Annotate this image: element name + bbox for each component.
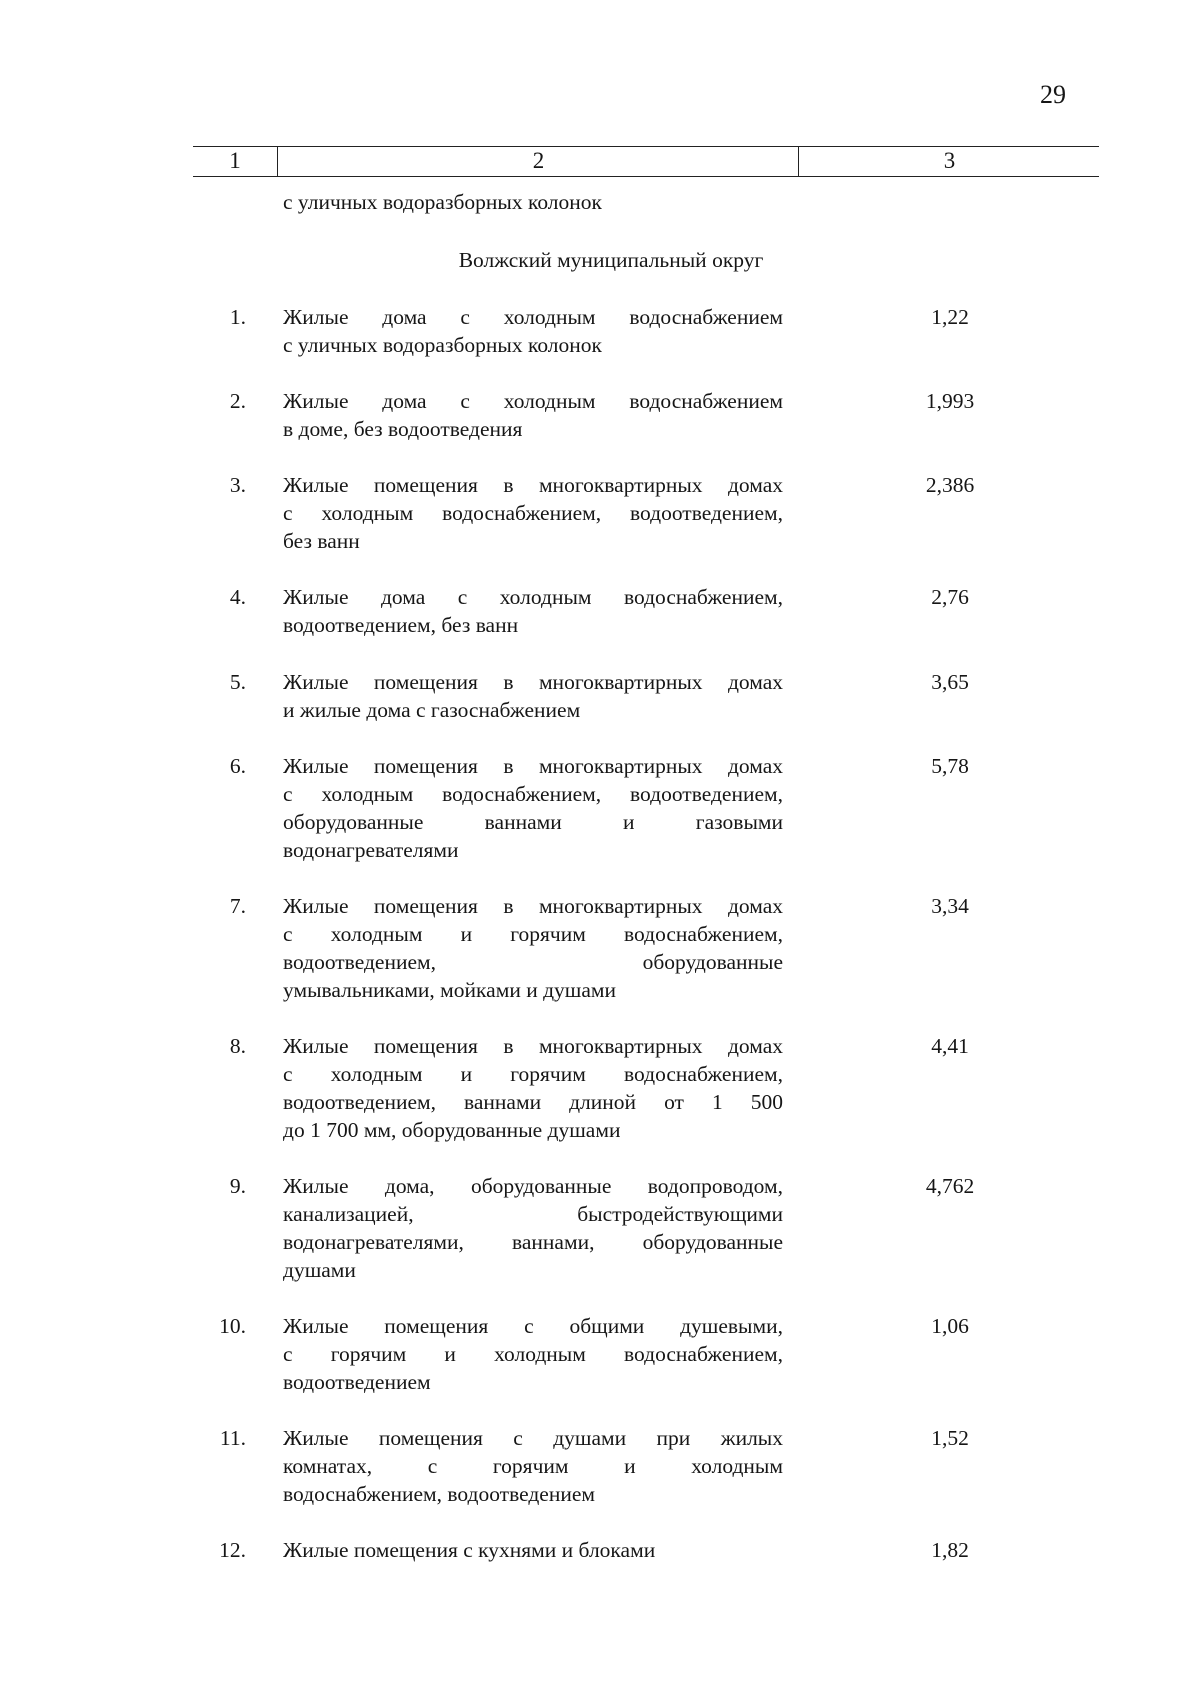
table-header-col3: 3 — [943, 148, 956, 173]
row-value: 1,82 — [931, 1538, 969, 1562]
row-value: 4,762 — [925, 1174, 975, 1198]
row-description-line: в доме, без водоотведения — [283, 417, 523, 441]
row-description-line: с горячим и холодным водоснабжением, — [283, 1342, 783, 1366]
table-header-top-rule — [193, 146, 1099, 147]
table-header-col1: 1 — [229, 148, 241, 173]
page-number: 29 — [1040, 80, 1066, 109]
row-number: 9. — [229, 1174, 246, 1198]
row-description-line: канализацией, быстродействующими — [283, 1202, 783, 1226]
row-description-line: Жилые дома с холодным водоснабжением — [283, 305, 783, 329]
row-description-line: Жилые помещения с общими душевыми, — [283, 1314, 783, 1338]
section-title: Волжский муниципальный округ — [458, 248, 764, 272]
row-description-line: без ванн — [283, 529, 360, 553]
row-description — [283, 1172, 783, 1284]
row-value: 1,52 — [931, 1426, 969, 1450]
row-value: 1,06 — [931, 1314, 969, 1338]
row-description-line: водоотведением, без ванн — [283, 613, 519, 637]
row-description-line: и жилые дома с газоснабжением — [283, 698, 581, 722]
row-description-line: с уличных водоразборных колонок — [283, 333, 602, 357]
row-number: 1. — [229, 305, 246, 329]
row-description-line: водонагревателями, ваннами, оборудованные — [283, 1230, 783, 1254]
row-number: 4. — [229, 585, 246, 609]
table-header-divider-1 — [277, 146, 278, 176]
row-value: 3,34 — [931, 894, 969, 918]
row-number: 11. — [219, 1426, 246, 1450]
row-description — [283, 583, 783, 639]
row-number: 2. — [229, 389, 246, 413]
row-description-line: водоотведением, ваннами длиной от 1 500 — [283, 1090, 783, 1114]
row-value: 2,76 — [931, 585, 969, 609]
row-number: 7. — [229, 894, 246, 918]
row-description — [283, 303, 783, 359]
row-description — [283, 668, 783, 724]
row-description-line: Жилые помещения в многоквартирных домах — [283, 473, 783, 497]
row-description-line: с холодным водоснабжением, водоотведением, — [283, 501, 783, 525]
row-description — [283, 387, 783, 443]
row-description-line: Жилые помещения в многоквартирных домах — [283, 1034, 783, 1058]
row-description — [283, 1424, 783, 1508]
row-description — [283, 471, 783, 555]
row-description-line: душами — [283, 1258, 356, 1282]
row-description — [283, 892, 783, 1004]
row-description-line: до 1 700 мм, оборудованные душами — [283, 1118, 621, 1142]
row-value: 1,993 — [925, 389, 975, 413]
row-value: 4,41 — [931, 1034, 969, 1058]
row-number: 6. — [229, 754, 246, 778]
row-description-line: с холодным водоснабжением, водоотведением, — [283, 782, 783, 806]
row-number: 12. — [219, 1538, 246, 1562]
continuation-text: с уличных водоразборных колонок — [283, 190, 602, 214]
row-number: 3. — [229, 473, 246, 497]
row-description-line: водонагревателями — [283, 838, 459, 862]
row-description-line: Жилые дома с холодным водоснабжением, — [283, 585, 783, 609]
row-description — [283, 1536, 783, 1564]
row-value: 5,78 — [931, 754, 969, 778]
row-description-line: с холодным и горячим водоснабжением, — [283, 922, 783, 946]
row-description-line: Жилые помещения в многоквартирных домах — [283, 754, 783, 778]
row-description-line: оборудованные ваннами и газовыми — [283, 810, 783, 834]
row-value: 3,65 — [931, 670, 969, 694]
row-description-line: водоотведением — [283, 1370, 431, 1394]
row-description-line: Жилые дома с холодным водоснабжением — [283, 389, 783, 413]
row-description-line: комнатах, с горячим и холодным — [283, 1454, 783, 1478]
row-number: 8. — [229, 1034, 246, 1058]
row-value: 1,22 — [931, 305, 969, 329]
row-description — [283, 1032, 783, 1144]
row-description-line: Жилые дома, оборудованные водопроводом, — [283, 1174, 783, 1198]
table-header-bottom-rule — [193, 176, 1099, 177]
row-description-line: водоотведением, оборудованные — [283, 950, 783, 974]
row-value: 2,386 — [925, 473, 975, 497]
table-header-col2: 2 — [532, 148, 545, 173]
row-description — [283, 1312, 783, 1396]
row-number: 5. — [229, 670, 246, 694]
row-description-line: Жилые помещения в многоквартирных домах — [283, 894, 783, 918]
row-description-line: с холодным и горячим водоснабжением, — [283, 1062, 783, 1086]
row-description-line: Жилые помещения в многоквартирных домах — [283, 670, 783, 694]
row-description — [283, 752, 783, 864]
table-header-divider-2 — [798, 146, 799, 176]
row-description-line: умывальниками, мойками и душами — [283, 978, 616, 1002]
row-description-line: Жилые помещения с кухнями и блоками — [283, 1538, 656, 1562]
row-description-line: водоснабжением, водоотведением — [283, 1482, 595, 1506]
row-number: 10. — [219, 1314, 246, 1338]
row-description-line: Жилые помещения с душами при жилых — [283, 1426, 783, 1450]
